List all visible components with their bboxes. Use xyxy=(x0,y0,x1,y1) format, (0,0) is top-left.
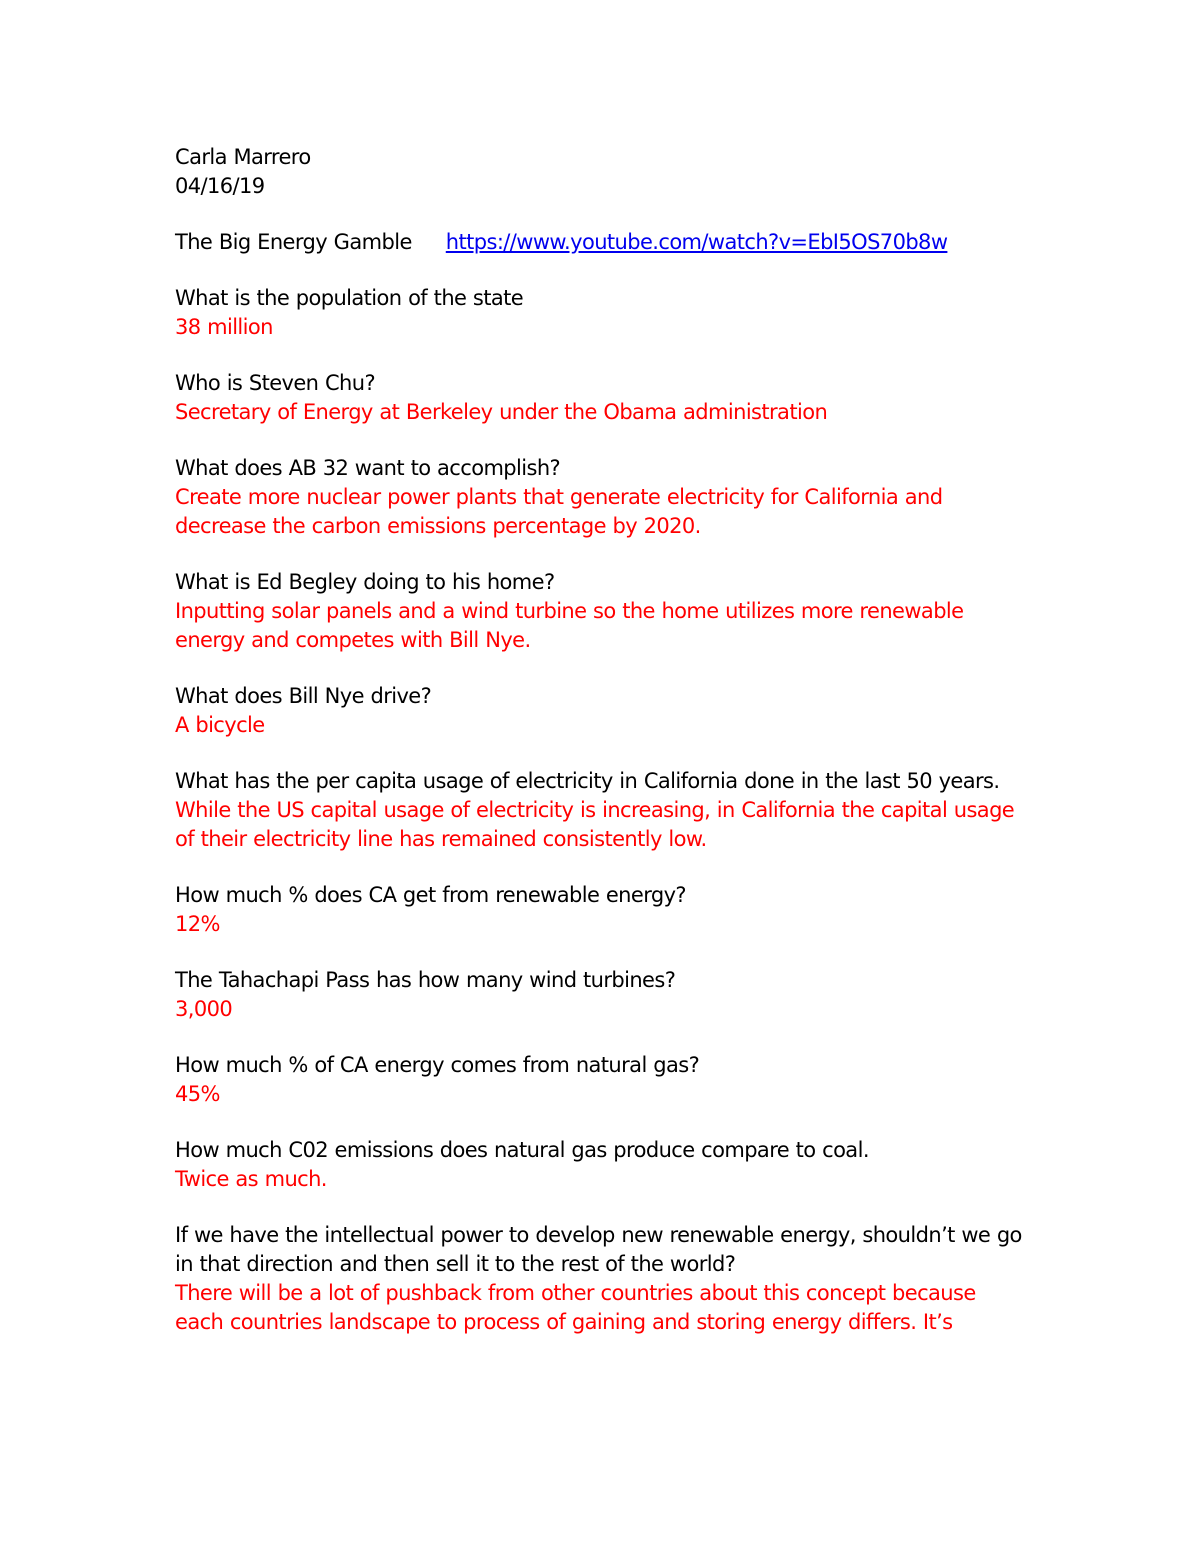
qa-item xyxy=(175,454,1035,541)
question: What is Ed Begley doing to his home? xyxy=(175,570,555,594)
question: How much % does CA get from renewable energy? xyxy=(175,883,686,907)
answer: 38 million xyxy=(175,315,273,339)
answer: 45% xyxy=(175,1082,220,1106)
question: How much C02 emissions does natural gas produce compare to coal. xyxy=(175,1138,869,1162)
answer: While the US capital usage of electricity is increasing, in California the capital usage of their electricity line has remained consistently low. xyxy=(175,798,1015,851)
qa-item xyxy=(175,369,1035,427)
question: What does AB 32 want to accomplish? xyxy=(175,456,561,480)
title-line xyxy=(175,228,1035,257)
answer: A bicycle xyxy=(175,713,265,737)
qa-item xyxy=(175,767,1035,854)
question: What has the per capita usage of electricity in California done in the last 50 years. xyxy=(175,769,1000,793)
answer: Secretary of Energy at Berkeley under the Obama administration xyxy=(175,400,828,424)
answer: There will be a lot of pushback from other countries about this concept because each countries landscape to process of gaining and storing energy differs. It’s xyxy=(175,1281,976,1334)
question: Who is Steven Chu? xyxy=(175,371,375,395)
answer: Create more nuclear power plants that generate electricity for California and decrease the carbon emissions percentage by 2020. xyxy=(175,485,943,538)
question: What is the population of the state xyxy=(175,286,524,310)
video-title: The Big Energy Gamble xyxy=(175,230,412,254)
answer: Twice as much. xyxy=(175,1167,327,1191)
qa-item xyxy=(175,1051,1035,1109)
question: If we have the intellectual power to develop new renewable energy, shouldn’t we go in that direction and then sell it to the rest of the world? xyxy=(175,1223,1022,1276)
qa-item xyxy=(175,568,1035,655)
qa-item xyxy=(175,966,1035,1024)
answer: Inputting solar panels and a wind turbine so the home utilizes more renewable energy and competes with Bill Nye. xyxy=(175,599,964,652)
video-link[interactable]: https://www.youtube.com/watch?v=EbI5OS70b8w xyxy=(445,230,948,254)
qa-item xyxy=(175,284,1035,342)
qa-item xyxy=(175,1221,1035,1337)
qa-item xyxy=(175,682,1035,740)
answer: 12% xyxy=(175,912,220,936)
answer: 3,000 xyxy=(175,997,233,1021)
document-date: 04/16/19 xyxy=(175,174,265,198)
qa-item xyxy=(175,1136,1035,1194)
question: The Tahachapi Pass has how many wind turbines? xyxy=(175,968,676,992)
question: How much % of CA energy comes from natural gas? xyxy=(175,1053,700,1077)
question: What does Bill Nye drive? xyxy=(175,684,432,708)
author-name: Carla Marrero xyxy=(175,145,311,169)
qa-item xyxy=(175,881,1035,939)
document-page xyxy=(175,143,1035,1337)
